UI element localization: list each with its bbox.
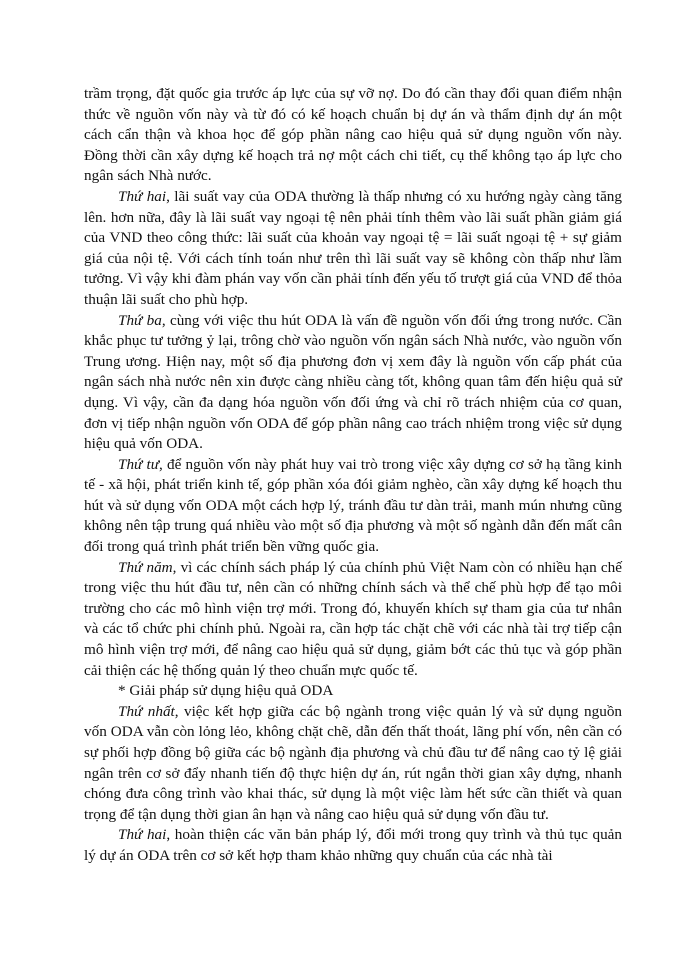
- paragraph-7-lead: Thứ hai: [118, 826, 167, 844]
- paragraph-2-text: , cùng với việc thu hút ODA là vấn đề nguồn vốn đối ứng trong nước. Cần khắc phục tư tưởng ỷ lại, trông chờ vào nguồn vốn ngân sách Nhà nước, vào nguồn vốn Trung ương. Hiện nay, một số địa phương đơn vị xem đây là nguồn vốn cấp phát của ngân sách nhà nước nên xin được càng nhiều càng tốt, không quan tâm đến hiệu quả sử dụng. Vì vậy, cần đa dạng hóa nguồn vốn đối ứng và chỉ rõ trách nhiệm của cơ quan, đơn vị tiếp nhận nguồn vốn ODA để góp phần nâng cao trách nhiệm trong việc sử dụng hiệu quả vốn ODA.: [84, 311, 623, 453]
- paragraph-2-lead: Thứ ba: [118, 311, 162, 329]
- paragraph-4: [84, 558, 622, 682]
- subheading-text: * Giải pháp sử dụng hiệu quả ODA: [118, 682, 334, 700]
- paragraph-2: [84, 311, 622, 455]
- section-subheading: [84, 681, 622, 702]
- paragraph-1-text: , lãi suất vay của ODA thường là thấp nhưng có xu hướng ngày càng tăng lên. hơn nữa, đây là lãi suất vay ngoại tệ nên phải tính thêm vào lãi suất phần giảm giá của VND theo công thức: lãi suất của khoản vay ngoại tệ = lãi suất ngoại tệ + sự giảm giá của nội tệ. Với cách tính toán như trên thì lãi suất vay sẽ không còn thấp như lầm tưởng. Vì vậy khi đàm phán vay vốn cần phải tính đến yếu tố trượt giá của VND để thỏa thuận lãi suất cho phù hợp.: [84, 187, 622, 308]
- paragraph-7: [84, 825, 622, 866]
- paragraph-4-text: , vì các chính sách pháp lý của chính phủ Việt Nam còn có nhiều hạn chế trong việc thu hút đầu tư, nên cần có những chính sách và thể chế phù hợp để tạo môi trường cho các mô hình viện trợ mới. Trong đó, khuyến khích sự tham gia của tư nhân và các tổ chức phi chính phủ. Ngoài ra, cần hợp tác chặt chẽ với các nhà tài trợ tiếp cận mô hình viện trợ mới, để nâng cao hiệu quả sử dụng, giảm bớt các thủ tục và góp phần cải thiện các hệ thống quản lý theo chuẩn mực quốc tế.: [84, 558, 622, 679]
- paragraph-1-lead: Thứ hai: [118, 187, 167, 205]
- paragraph-0-text: trầm trọng, đặt quốc gia trước áp lực của sự vỡ nợ. Do đó cần thay đổi quan điểm nhận thức về nguồn vốn này và từ đó có kế hoạch chuẩn bị dự án và thẩm định dự án một cách cẩn thận và khoa học để góp phần nâng cao hiệu quả sử dụng nguồn vốn này. Đồng thời cần xây dựng kế hoạch trả nợ một cách chi tiết, cụ thể không tạo áp lực cho ngân sách Nhà nước.: [84, 85, 622, 185]
- paragraph-4-lead: Thứ năm: [118, 558, 173, 576]
- paragraph-0: [84, 84, 622, 187]
- paragraph-6-lead: Thứ nhất: [118, 702, 175, 720]
- paragraph-6: [84, 702, 622, 826]
- paragraph-3: [84, 455, 622, 558]
- paragraph-1: [84, 187, 622, 311]
- paragraph-6-text: , việc kết hợp giữa các bộ ngành trong việc quản lý và sử dụng nguồn vốn ODA vẫn còn lỏng lẻo, không chặt chẽ, dẫn đến thất thoát, lãng phí vốn, nên cần có sự phối hợp đồng bộ giữa các bộ ngành địa phương và chủ đầu tư để nâng cao tỷ lệ giải ngân trên cơ sở đẩy nhanh tiến độ thực hiện dự án, rút ngắn thời gian xây dựng, nhanh chóng đưa công trình vào khai thác, sử dụng là một việc làm hết sức cần thiết và quan trọng để tận dụng thời gian ân hạn và nâng cao hiệu quả sử dụng vốn đầu tư.: [84, 702, 622, 823]
- document-page: [84, 84, 622, 867]
- paragraph-7-text: , hoàn thiện các văn bản pháp lý, đổi mới trong quy trình và thủ tục quản lý dự án ODA trên cơ sở kết hợp tham khảo những quy chuẩn của các nhà tài: [84, 826, 622, 864]
- paragraph-3-lead: Thứ tư: [118, 455, 160, 473]
- paragraph-3-text: , để nguồn vốn này phát huy vai trò trong việc xây dựng cơ sở hạ tầng kinh tế - xã hội, phát triển kinh tế, góp phần xóa đói giảm nghèo, cần xây dựng kế hoạch thu hút và sử dụng vốn ODA một cách hợp lý, tránh đầu tư dàn trải, manh mún nhưng cũng không nên tập trung quá nhiều vào một số địa phương và một số ngành dẫn đến mất cân đối trong quá trình phát triển bền vững quốc gia.: [84, 455, 622, 556]
